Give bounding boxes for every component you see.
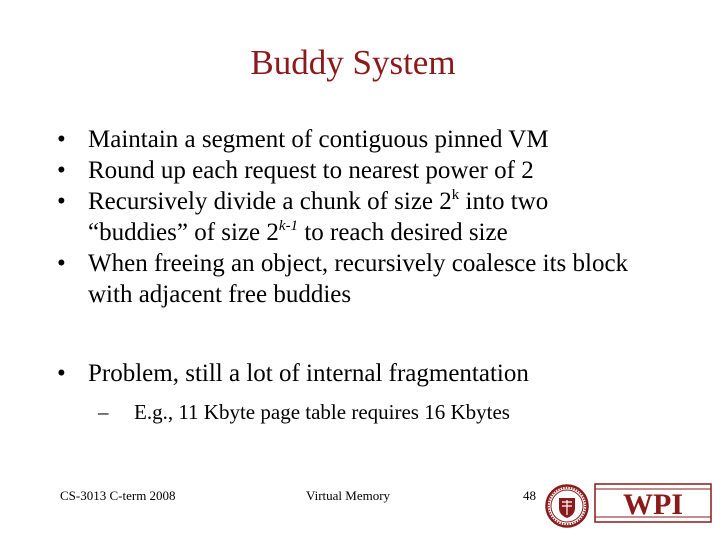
footer-course: CS-3013 C-term 2008: [60, 488, 176, 503]
footer-page-number: 48: [523, 488, 536, 503]
sub-bullet-marker: –: [98, 400, 109, 424]
bullet-text: When freeing an object, recursively coalesce its block with adjacent free buddies: [88, 250, 629, 308]
bullet-marker: •: [57, 157, 66, 184]
wpi-logo-text: WPI: [623, 488, 683, 521]
bullet-list: [56, 124, 676, 446]
exponent: k-1: [278, 217, 299, 234]
bullet-item: [56, 124, 676, 155]
bullet-item: [56, 358, 676, 389]
bullet-text: Round up each request to nearest power of 2: [88, 157, 534, 184]
wpi-logo: [594, 480, 712, 526]
bullet-marker: •: [57, 126, 66, 153]
bullet-item: [56, 186, 676, 248]
sub-bullet-item: [98, 399, 676, 425]
slide-title: Buddy System: [250, 43, 456, 82]
wpi-seal-icon: [545, 484, 589, 528]
sub-bullet-text: E.g., 11 Kbyte page table requires 16 Kbytes: [134, 400, 510, 424]
bullet-text-part: to reach desired size: [298, 219, 508, 246]
bullet-text-part: into two: [459, 188, 549, 215]
exponent: k: [451, 186, 460, 203]
bullet-item: [56, 155, 676, 186]
bullet-text-part: “buddies” of size 2: [88, 219, 279, 246]
bullet-marker: •: [57, 250, 66, 277]
bullet-text: Maintain a segment of contiguous pinned VM: [88, 126, 549, 153]
bullet-text-part: Recursively divide a chunk of size 2: [88, 188, 452, 215]
bullet-text: Problem, still a lot of internal fragmentation: [88, 360, 529, 387]
footer-topic: Virtual Memory: [306, 488, 391, 503]
bullet-item: [56, 248, 676, 310]
bullet-marker: •: [57, 360, 66, 387]
bullet-marker: •: [57, 188, 66, 215]
